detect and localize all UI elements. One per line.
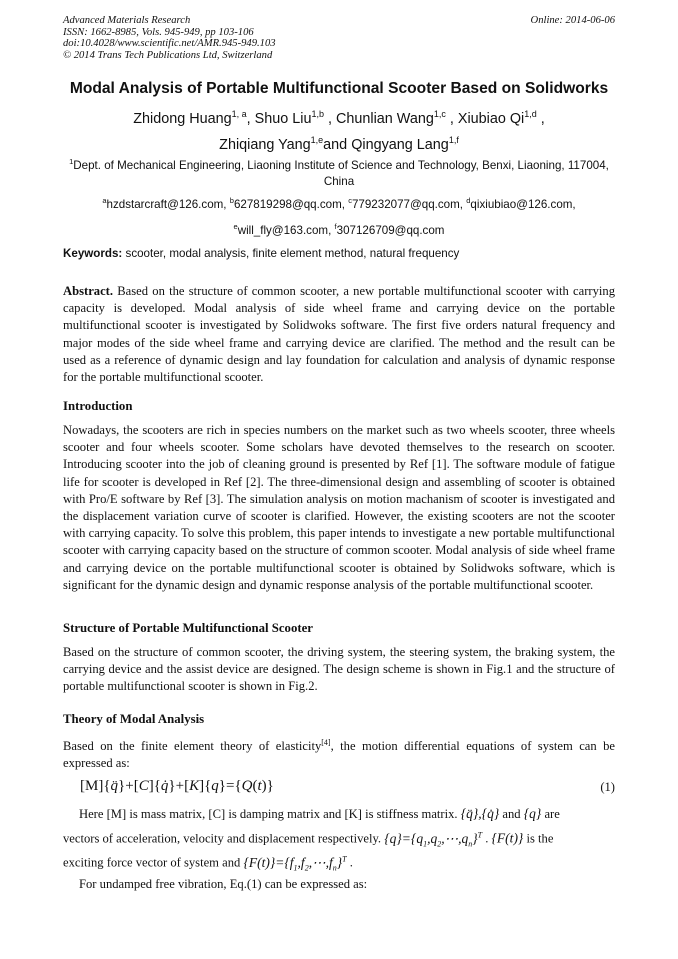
email: hzdstarcraft@126.com, bbox=[106, 197, 227, 211]
author-name: Zhidong Huang bbox=[133, 110, 232, 127]
author-name: Shuo Liu bbox=[254, 110, 312, 127]
email-mark: d bbox=[466, 196, 471, 205]
citation: [4] bbox=[321, 738, 331, 747]
author-and: and bbox=[323, 136, 348, 153]
equation-body: [M]{q̈}+[C]{q̇}+[K]{q}={Q(t)} bbox=[80, 778, 274, 794]
author-affiliation-mark: 1,e bbox=[310, 134, 324, 145]
theory-text: , the motion differential equations of system can be expressed as: bbox=[63, 739, 615, 771]
theory-paragraph bbox=[63, 734, 615, 773]
author-name: Zhiqiang Yang bbox=[219, 136, 311, 153]
email-mark: e bbox=[233, 221, 238, 231]
author-affiliation-mark: 1,b bbox=[311, 109, 324, 119]
email: 779232077@qq.com, bbox=[351, 197, 464, 211]
affiliation-mark: 1 bbox=[69, 157, 74, 166]
equation-text: Here [M] is mass matrix, [C] is damping matrix and [K] is stiffness matrix. bbox=[79, 807, 458, 821]
keywords bbox=[63, 247, 615, 260]
math-inline: {q} bbox=[523, 806, 542, 821]
math-inline: {F(t)} bbox=[491, 830, 524, 846]
equation-explanation-4: For undamped free vibration, Eq.(1) can be expressed as: bbox=[79, 877, 368, 891]
email-mark: a bbox=[102, 196, 107, 205]
author-affiliation-mark: 1,d bbox=[524, 109, 537, 119]
equation-explanation-2: vectors of acceleration, velocity and displacement respectively. $\{q\}=\{q_1,q_2,\cdots,q_n\}^T$ . {F(t)} is the bbox=[63, 830, 554, 849]
abstract bbox=[63, 283, 615, 386]
issn: ISSN: 1662-8985, Vols. 945-949, pp 103-106 bbox=[63, 26, 254, 38]
introduction-paragraph: Nowadays, the scooters are rich in species numbers on the market such as two wheels scooter, three wheels scooter and four wheels scooter. Some scholars have devoted themselves to the research on scooter. Introducing scooter into the job of cleaning ground is presented by Ref [1]. The software module of fatigue life for scooter is developed in Ref [2]. The three-dimensional design and assembling of scooter is obtained with Pro/E software by Ref [3]. The simulation analysis on motion machanism of scooter is investigated and the displacement variation curve of scooter is clarified. However, the existing scooters are not the scooter with carrying capacity. To solve this problem, this paper intends to investigate a new portable multifunctional scooter with carrying capacity based on the structure of common scooter. Modal analysis of side wheel frame and carrying device on the portable multifunctional scooter is obtained by Solidwoks software, which is significant for the dynamic design and dynamic response analysis of the portable multifunctional scooter. bbox=[63, 423, 615, 592]
equation-explanation-3: exciting force vector of system and $\{F(t)\}=\{f_1,f_2,\cdots,f_n\}^T$ . bbox=[63, 854, 353, 873]
keywords-label: Keywords: bbox=[63, 247, 123, 260]
paper-title: Modal Analysis of Portable Multifunctional Scooter Based on Solidworks bbox=[69, 80, 609, 97]
author-affiliation-mark: 1, a bbox=[231, 109, 247, 119]
equation-text: is the bbox=[526, 831, 554, 846]
email-list bbox=[60, 190, 618, 242]
section-heading-theory: Theory of Modal Analysis bbox=[63, 712, 205, 726]
math-inline: $\{q\}=\{q_1,q_2,\cdots,q_n\}^T$ bbox=[384, 830, 483, 849]
affiliation-text: Dept. of Mechanical Engineering, Liaoning Institute of Science and Technology, Benxi, Liaoning, 117004, China bbox=[73, 158, 609, 188]
equation-number: (1) bbox=[600, 780, 615, 794]
online-date: Online: 2014-06-06 bbox=[530, 15, 615, 26]
affiliation bbox=[60, 154, 618, 190]
equation-text: are bbox=[544, 807, 560, 821]
abstract-label: Abstract. bbox=[63, 284, 114, 298]
math-inline: {q̈},{q̇} bbox=[460, 806, 500, 821]
journal-header bbox=[63, 15, 615, 61]
email: 627819298@qq.com, bbox=[233, 197, 345, 211]
email: will_fly@163.com, bbox=[237, 223, 332, 237]
email: qixiubiao@126.com, bbox=[470, 197, 576, 211]
copyright: © 2014 Trans Tech Publications Ltd, Switzerland bbox=[63, 49, 273, 61]
section-heading-introduction: Introduction bbox=[63, 399, 133, 413]
author-affiliation-mark: 1,f bbox=[448, 134, 459, 145]
email-mark: c bbox=[348, 196, 352, 205]
equation-text: exciting force vector of system and bbox=[63, 855, 241, 870]
email: 307126709@qq.com bbox=[336, 223, 445, 237]
abstract-text: Based on the structure of common scooter, a new portable multifunctional scooter with carrying capacity is developed. Modal analysis of side wheel frame and carrying device on the portable multifunctional scooter is investigated by Solidwoks software. The first five orders natural frequency and major modes of the side wheel frame and carrying device are clarified. The method and the result can be used as a reference of dynamic design and lay foundation for calculation and analysis of dynamic response for the portable multifunctional scooter. bbox=[63, 284, 615, 385]
doi: doi:10.4028/www.scientific.net/AMR.945-949.103 bbox=[63, 38, 276, 49]
math-inline: $\{F(t)\}=\{f_1,f_2,\cdots,f_n\}^T$ bbox=[243, 854, 347, 873]
keywords-text: scooter, modal analysis, finite element method, natural frequency bbox=[125, 247, 460, 260]
equation-explanation-1 bbox=[63, 806, 615, 822]
equation-text: vectors of acceleration, velocity and displacement respectively. bbox=[63, 831, 382, 846]
email-mark: b bbox=[229, 196, 234, 205]
section-heading-structure: Structure of Portable Multifunctional Scooter bbox=[63, 621, 313, 635]
author-name: Qingyang Lang bbox=[351, 136, 449, 153]
theory-text: Based on the finite element theory of elasticity bbox=[63, 739, 322, 754]
journal-name: Advanced Materials Research bbox=[63, 15, 191, 26]
author-affiliation-mark: 1,c bbox=[433, 109, 446, 119]
structure-paragraph: Based on the structure of common scooter, the driving system, the steering system, the braking system, the carrying device and the assist device are designed. The design scheme is shown in Fig.1 and the structure of portable multifunctional scooter is shown in Fig.2. bbox=[63, 645, 615, 694]
author-name: Xiubiao Qi bbox=[457, 110, 525, 127]
equation-text: and bbox=[502, 807, 521, 821]
author-list: Zhidong Huang$^{1, a}$, Shuo Liu$^{1,b}$ , Chunlian Wang$^{1,c}$ , Xiubiao Qi$^{1,d}$ , Zhiqiang Yang$^{1,e}$and Qingyang Lang$^{1,f}$ bbox=[133, 109, 545, 153]
email-mark: f bbox=[334, 221, 337, 231]
author-name: Chunlian Wang bbox=[335, 110, 434, 127]
equation-1 bbox=[80, 778, 615, 795]
